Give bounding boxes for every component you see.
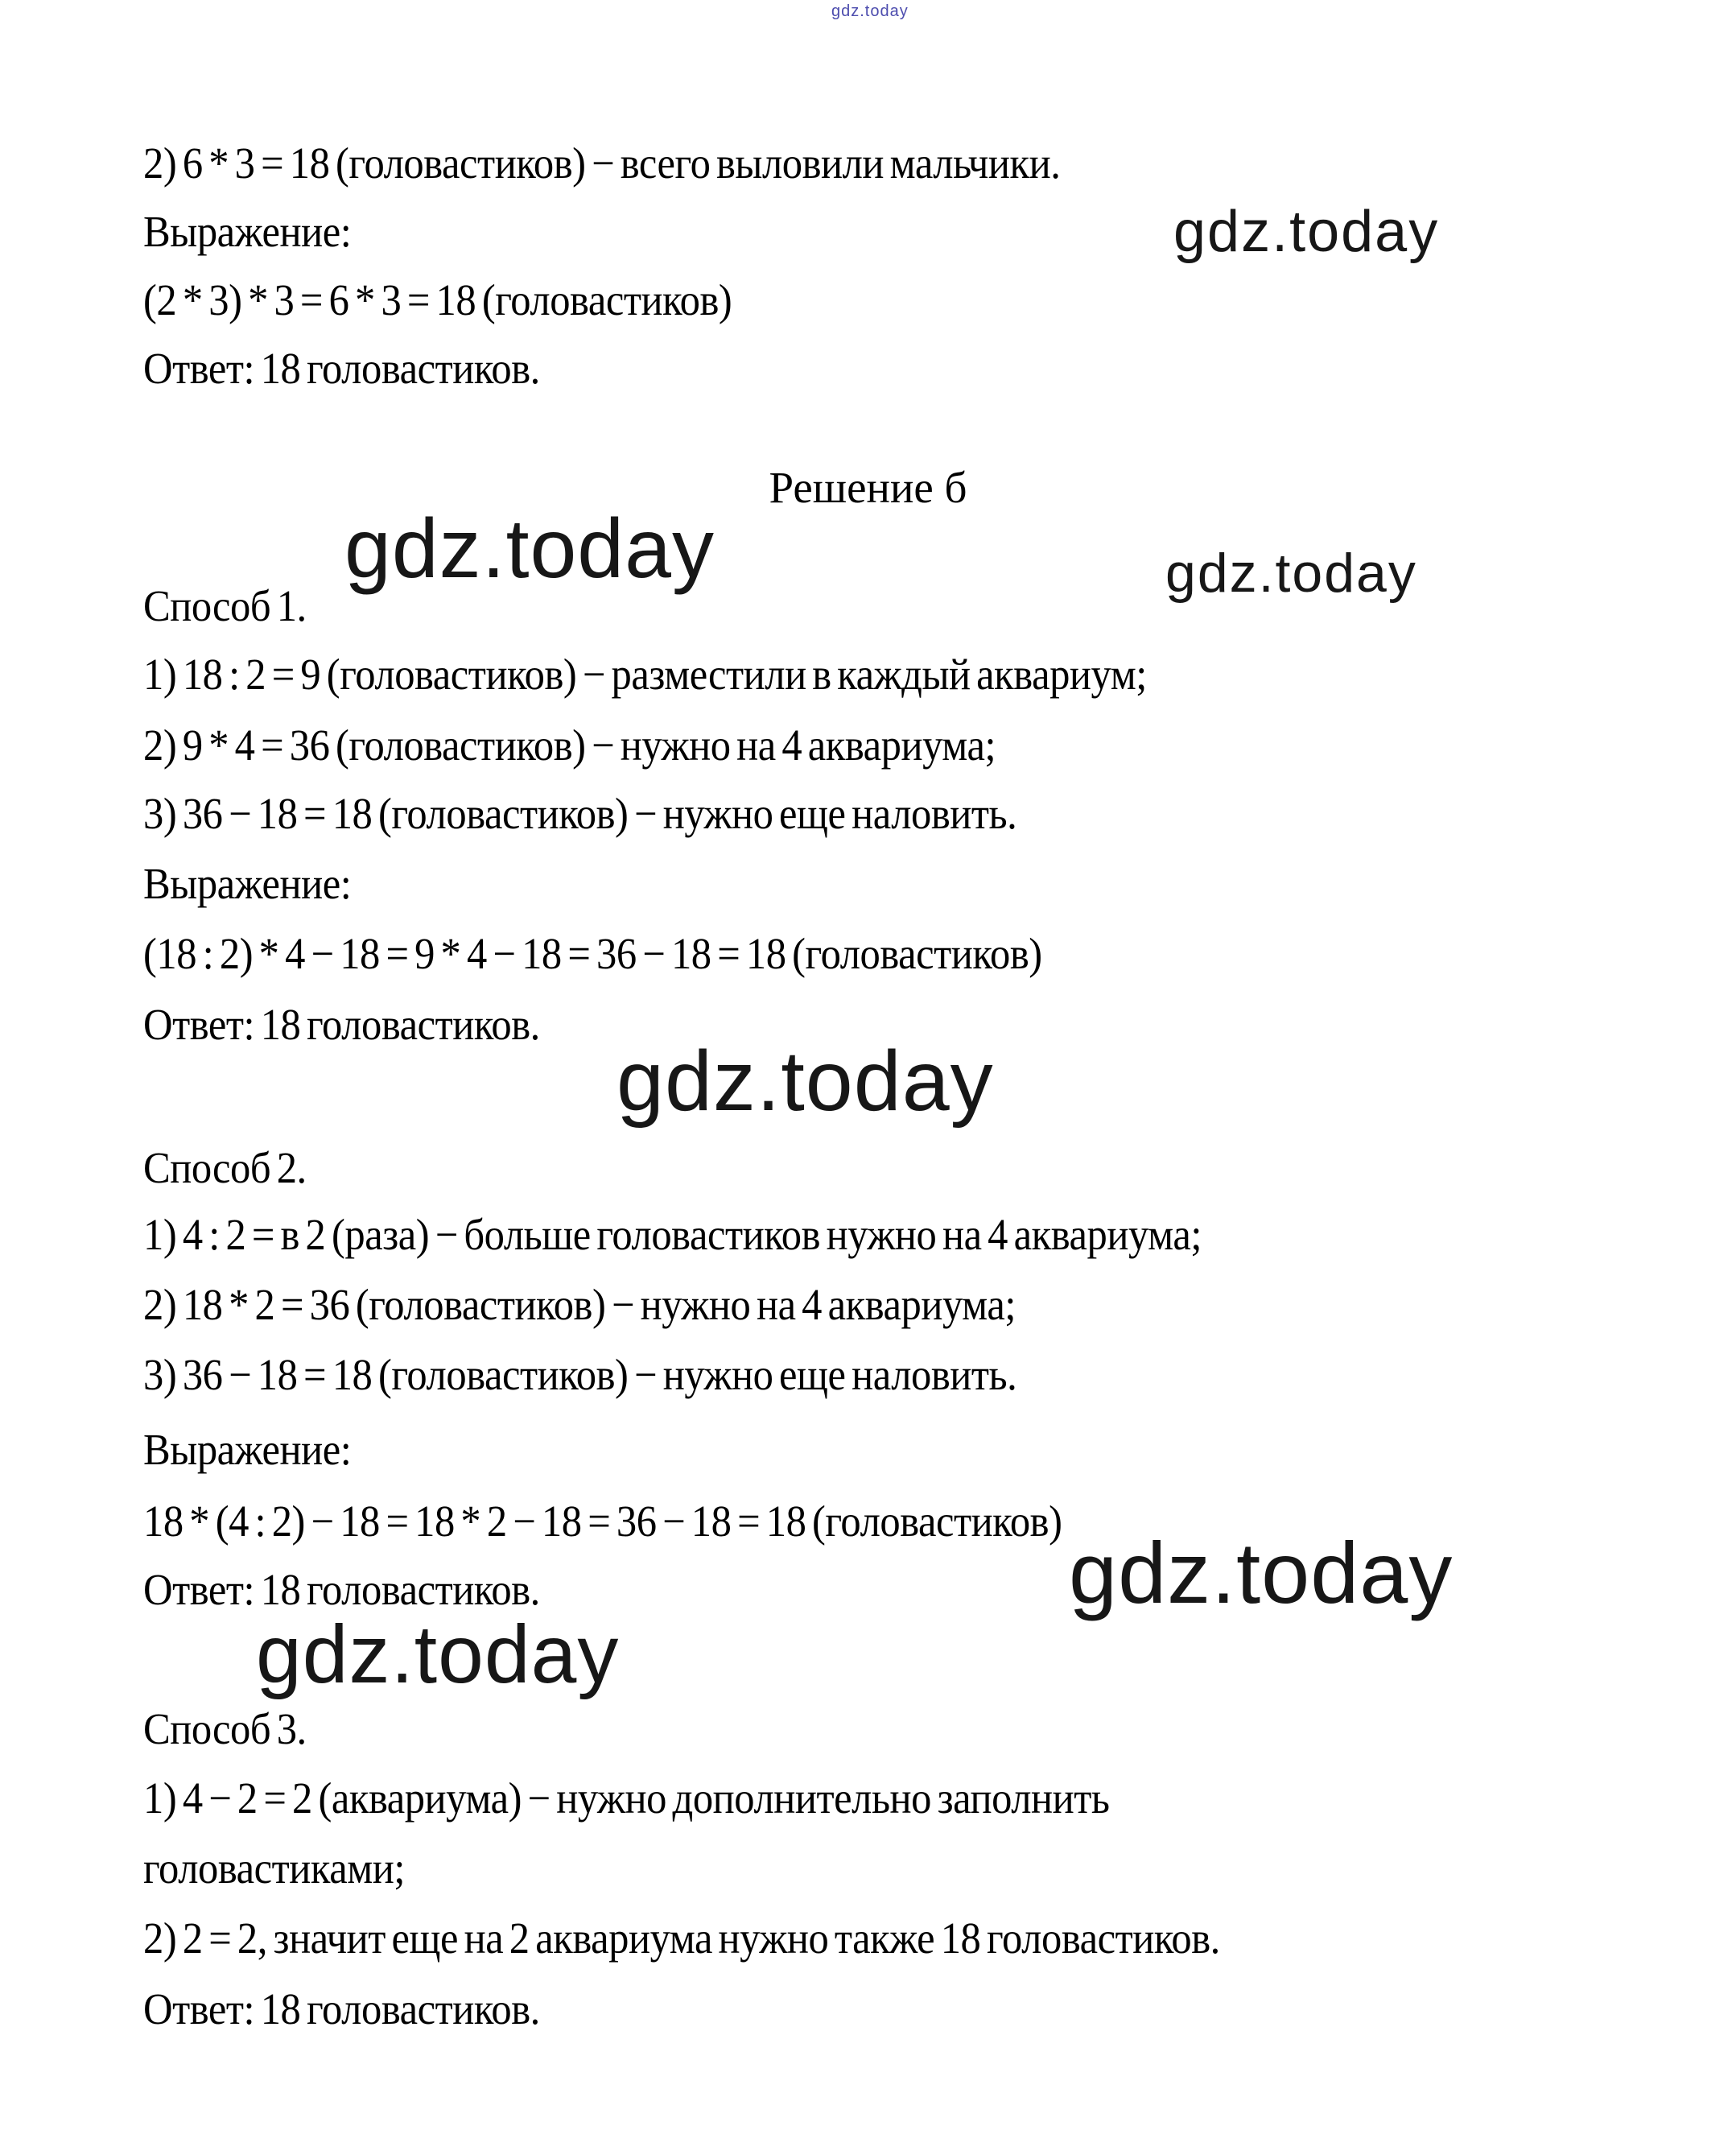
method-2-title: Способ 2.: [143, 1143, 307, 1192]
method-2-answer: Ответ: 18 головастиков.: [143, 1565, 540, 1614]
method-2-step-3: 3) 36 − 18 = 18 (головастиков) − нужно еще наловить.: [143, 1350, 1017, 1399]
method-3-step-1-wrap: головастиками;: [143, 1843, 406, 1893]
method-3-answer: Ответ: 18 головастиков.: [143, 1984, 540, 2033]
method-1-answer: Ответ: 18 головастиков.: [143, 1000, 540, 1049]
method-2-step-2: 2) 18 * 2 = 36 (головастиков) − нужно на 4 аквариума;: [143, 1280, 1016, 1329]
method-3-step-1: 1) 4 − 2 = 2 (аквариума) − нужно дополнительно заполнить: [143, 1773, 1110, 1823]
method-1-step-2: 2) 9 * 4 = 36 (головастиков) − нужно на 4 аквариума;: [143, 720, 996, 770]
method-1-step-3: 3) 36 − 18 = 18 (головастиков) − нужно еще наловить.: [143, 789, 1017, 838]
gdz-watermark-right-2: gdz.today: [1165, 543, 1417, 604]
gdz-watermark-right-3: gdz.today: [1069, 1524, 1454, 1621]
solution-b-heading: Решение б: [769, 463, 967, 512]
method-2-expression-label: Выражение:: [143, 1425, 352, 1474]
method-1-step-1: 1) 18 : 2 = 9 (головастиков) − разместили в каждый аквариум;: [143, 650, 1147, 699]
gdz-watermark-top: gdz.today: [831, 2, 909, 20]
method-3-step-2: 2) 2 = 2, значит еще на 2 аквариума нужно также 18 головастиков.: [143, 1913, 1220, 1963]
method-1-expression: (18 : 2) * 4 − 18 = 9 * 4 − 18 = 36 − 18 = 18 (головастиков): [143, 929, 1042, 978]
solution-a-answer: Ответ: 18 головастиков.: [143, 344, 540, 393]
solution-a-step-2: 2) 6 * 3 = 18 (головастиков) − всего выловили мальчики.: [143, 138, 1061, 188]
gdz-watermark-right-1: gdz.today: [1173, 200, 1440, 264]
method-1-title: Способ 1.: [143, 581, 307, 630]
gdz-watermark-left-large: gdz.today: [344, 502, 715, 596]
gdz-watermark-left-bottom: gdz.today: [256, 1608, 620, 1700]
method-2-step-1: 1) 4 : 2 = в 2 (раза) − больше головастиков нужно на 4 аквариума;: [143, 1210, 1202, 1259]
method-3-title: Способ 3.: [143, 1704, 307, 1753]
method-1-expression-label: Выражение:: [143, 859, 352, 908]
method-2-expression: 18 * (4 : 2) − 18 = 18 * 2 − 18 = 36 − 18 = 18 (головастиков): [143, 1497, 1062, 1546]
gdz-watermark-center-large: gdz.today: [616, 1034, 994, 1129]
solution-a-expression-label: Выражение:: [143, 207, 352, 256]
solution-a-expression: (2 * 3) * 3 = 6 * 3 = 18 (головастиков): [143, 275, 732, 324]
